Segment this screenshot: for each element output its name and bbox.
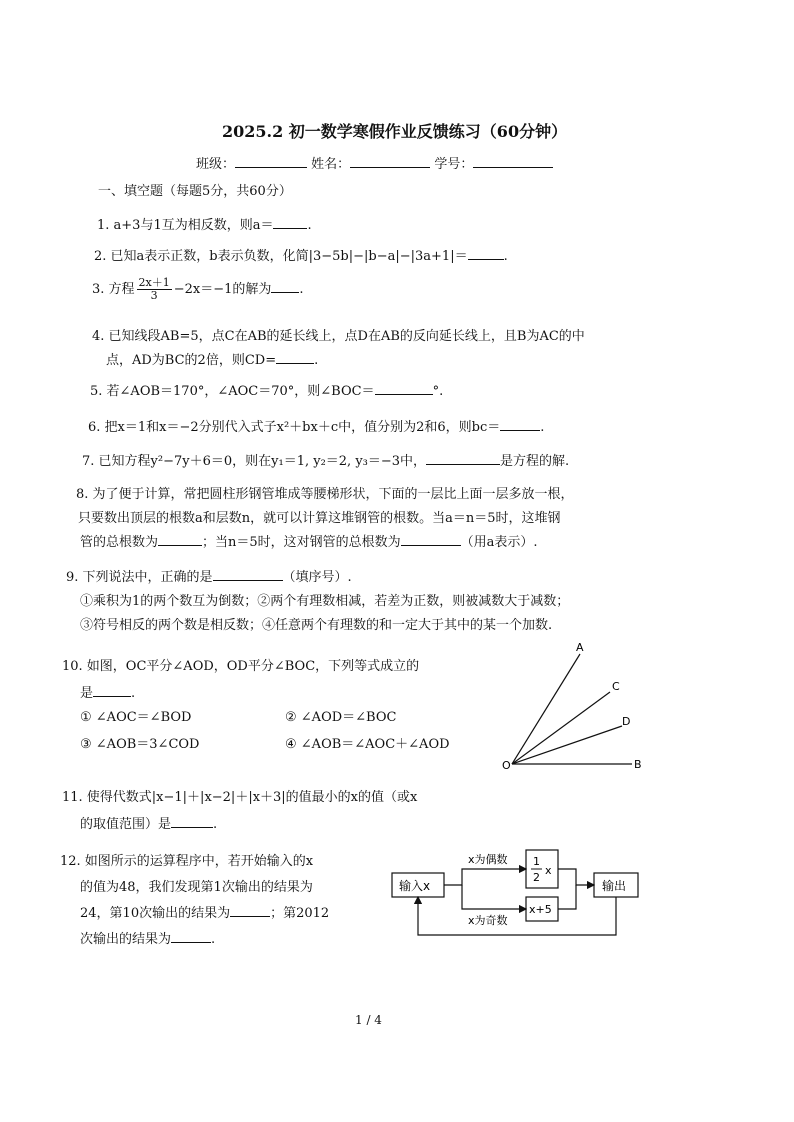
answer-blank-3[interactable]: [271, 280, 299, 293]
question-9-line1: 9. 下列说法中，正确的是 （填序号）.: [66, 570, 352, 585]
option-3: ③ ∠AOB＝3∠COD: [80, 737, 200, 752]
section-heading: 一、填空题（每题5分，共60分）: [98, 184, 292, 199]
question-10-line1: 10. 如图，OC平分∠AOD，OD平分∠BOC，下列等式成立的: [62, 659, 420, 674]
name-label: 姓名：: [311, 157, 351, 172]
answer-blank-2[interactable]: [468, 247, 504, 260]
angle-figure: [500, 640, 670, 780]
answer-blank-6[interactable]: [500, 418, 540, 431]
student-info: [196, 153, 553, 172]
answer-blank-4[interactable]: [276, 351, 314, 364]
answer-blank-11[interactable]: [171, 815, 213, 828]
label-a: A: [576, 641, 584, 654]
question-9-line3: ③符号相反的两个数是相反数；④任意两个有理数的和一定大于其中的某一个加数.: [80, 618, 553, 633]
answer-blank-12b[interactable]: [171, 930, 211, 943]
question-4-line2: 点，AD为BC的2倍，则CD= .: [106, 353, 319, 368]
class-field[interactable]: [235, 155, 307, 168]
ray-oa: [512, 654, 580, 764]
program-flowchart: [388, 845, 660, 945]
answer-blank-1[interactable]: [273, 216, 307, 229]
answer-blank-12a[interactable]: [230, 904, 270, 917]
fraction: $\frac{2x+1}{3}$: [138, 276, 170, 302]
label-d: D: [622, 715, 631, 728]
class-label: 班级：: [196, 157, 236, 172]
odd-label: x为奇数: [468, 914, 508, 927]
answer-blank-8b[interactable]: [401, 533, 461, 546]
id-field[interactable]: [473, 155, 553, 168]
answer-blank-8a[interactable]: [158, 533, 202, 546]
half-var: x: [545, 864, 552, 877]
plus5-label: x+5: [529, 903, 552, 916]
id-label: 学号：: [434, 157, 474, 172]
output-label: 输出: [602, 879, 627, 893]
input-label: 输入x: [399, 879, 431, 893]
answer-blank-10[interactable]: [93, 684, 131, 697]
answer-blank-9[interactable]: [213, 568, 283, 581]
answer-blank-5[interactable]: [375, 382, 433, 395]
option-1: ① ∠AOC＝∠BOD: [80, 710, 192, 725]
ray-od: [512, 726, 622, 764]
even-label: x为偶数: [468, 853, 508, 866]
question-10-line2: 是 .: [80, 686, 136, 701]
option-4: ④ ∠AOB＝∠AOC＋∠AOD: [285, 737, 450, 752]
question-12-line3: 24，第10次输出的结果为 ；第2012: [80, 906, 330, 921]
question-12-line2: 的值为48，我们发现第1次输出的结果为: [80, 880, 313, 895]
question-12-line4: 次输出的结果为 .: [80, 932, 216, 947]
question-3: 3. 方程 $\frac{2x+1}{3}$ −2x＝−1的解为 .: [92, 276, 304, 302]
question-4-line1: 4. 已知线段AB=5，点C在AB的延长线上，点D在AB的反向延长线上，且B为AC的中: [92, 329, 585, 344]
question-6: 6. 把x＝1和x＝−2分别代入式子x²＋bx＋c中，值分别为2和6，则bc＝ .: [88, 420, 545, 435]
question-5: 5. 若∠AOB＝170°，∠AOC＝70°，则∠BOC＝ °.: [90, 384, 444, 399]
question-2: 2. 已知a表示正数，b表示负数，化简|3−5b|−|b−a|−|3a+1|＝ .: [94, 249, 508, 264]
ray-oc: [512, 692, 610, 764]
answer-blank-7[interactable]: [426, 452, 500, 465]
question-8-line1: 8. 为了便于计算，常把圆柱形钢管堆成等腰梯形状，下面的一层比上面一层多放一根，: [76, 487, 574, 502]
half-den: 2: [533, 871, 540, 884]
question-12-line1: 12. 如图所示的运算程序中，若开始输入的x: [60, 854, 314, 869]
label-o: O: [502, 759, 511, 772]
option-2: ② ∠AOD＝∠BOC: [285, 710, 397, 725]
page-title: 2025.2 初一数学寒假作业反馈练习（60分钟）: [222, 122, 568, 141]
question-7: 7. 已知方程y²−7y＋6＝0，则在y₁＝1, y₂＝2, y₃＝−3中， 是方程的解.: [82, 454, 570, 469]
question-9-line2: ①乘积为1的两个数互为倒数；②两个有理数相减，若差为正数，则被减数大于减数；: [80, 594, 570, 609]
name-field[interactable]: [350, 155, 430, 168]
question-8-line2: 只要数出顶层的根数a和层数n，就可以计算这堆钢管的根数。当a＝n＝5时，这堆钢: [78, 511, 561, 526]
question-1: 1. a+3与1互为相反数，则a＝ .: [97, 218, 312, 233]
question-11-line1: 11. 使得代数式|x−1|＋|x−2|＋|x＋3|的值最小的x的值（或x: [62, 790, 418, 805]
label-c: C: [612, 680, 620, 693]
label-b: B: [634, 758, 642, 771]
question-8-line3: 管的总根数为 ；当n＝5时，这对钢管的总根数为 （用a表示）.: [80, 535, 538, 550]
page-number: 1 / 4: [355, 1013, 382, 1027]
question-11-line2: 的取值范围）是 .: [80, 817, 218, 832]
half-num: 1: [533, 855, 540, 868]
